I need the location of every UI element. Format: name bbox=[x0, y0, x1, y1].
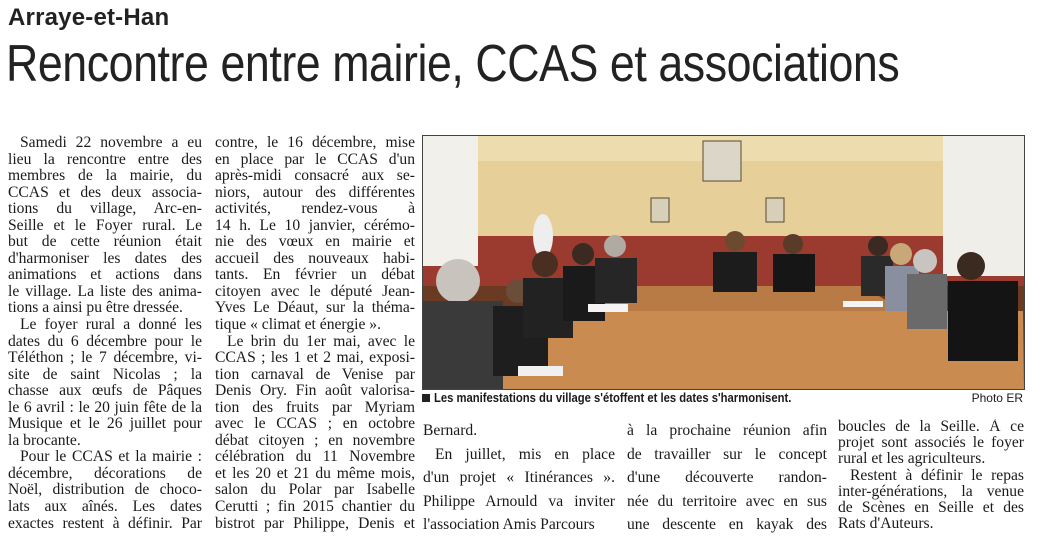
text-line: CCAS et des deux associa- bbox=[8, 184, 202, 201]
text-line: nie des vœux en mairie et bbox=[215, 234, 415, 251]
text-line: Philippe Arnould va inviter bbox=[423, 492, 615, 510]
text-line: et les 20 et 21 du même mois, bbox=[215, 465, 415, 482]
text-line: célébration du 11 Novembre bbox=[215, 449, 415, 466]
text-line: Le foyer rural a donné les bbox=[20, 317, 202, 334]
text-line: après-midi consacré aux se- bbox=[215, 168, 415, 185]
paragraph bbox=[8, 135, 202, 317]
text-line: En juillet, mis en place bbox=[435, 445, 615, 463]
text-line: en place par le CCAS d'un bbox=[215, 151, 415, 168]
text-line: Noël, distribution de choco- bbox=[8, 482, 202, 499]
text-line: inter-générations, la venue bbox=[838, 483, 1024, 500]
text-line: une descente en kayak des bbox=[627, 516, 827, 533]
text-line: tions a ainsi pu être dressée. bbox=[8, 300, 183, 317]
text-line: Rats d'Auteurs. bbox=[838, 516, 934, 533]
text-line: salon du Polar par Isabelle bbox=[215, 482, 415, 499]
text-line: dates du 6 décembre pour le bbox=[8, 333, 202, 350]
article-kicker: Arraye-et-Han bbox=[8, 4, 170, 31]
paragraph bbox=[838, 419, 1024, 468]
paragraph bbox=[215, 135, 415, 334]
text-line: la brocante. bbox=[8, 432, 81, 449]
text-line: activités, rendez-vous à bbox=[215, 201, 415, 218]
text-line: de Scènes en Seille et des bbox=[838, 500, 1024, 517]
text-line: 14 h. Le 10 janvier, cérémo- bbox=[215, 217, 415, 234]
text-line: née du territoire avec en sus bbox=[627, 492, 827, 510]
text-line: d'un projet « Itinérances ». bbox=[423, 469, 615, 486]
text-line: décembre, décorations de bbox=[8, 465, 202, 482]
text-line: accueil des nouveaux habi- bbox=[215, 250, 415, 267]
text-line: tique « climat et énergie ». bbox=[215, 317, 381, 334]
caption-text: Les manifestations du village s'étoffent et les dates s'harmonisent. bbox=[434, 391, 792, 405]
article-photo bbox=[422, 135, 1025, 390]
photo-caption bbox=[422, 391, 1023, 405]
text-line: tions du village, Arc-en- bbox=[8, 201, 202, 218]
text-line: contre, le 16 décembre, mise bbox=[215, 135, 415, 151]
paragraph bbox=[423, 443, 615, 537]
text-line: chasse aux œufs de Pâques bbox=[8, 383, 202, 400]
text-line: site de saint Nicolas ; la bbox=[8, 366, 202, 383]
text-line: boucles de la Seille. À ce bbox=[838, 419, 1024, 435]
article-headline: Rencontre entre mairie, CCAS et associations bbox=[6, 35, 900, 93]
text-line: rural et les agriculteurs. bbox=[838, 451, 986, 468]
text-line: lats aux aînés. Les dates bbox=[8, 499, 202, 516]
paragraph bbox=[8, 317, 202, 449]
meeting-room-photo bbox=[423, 136, 1024, 389]
text-line: tion des fruits par Myriam bbox=[215, 399, 415, 416]
text-line: à la prochaine réunion afin bbox=[627, 422, 827, 439]
text-line: CCAS ; les 1 et 2 mai, exposi- bbox=[215, 350, 415, 367]
text-line: de travailler sur le concept bbox=[627, 445, 827, 463]
text-line: le 6 avril : le 20 juin fête de la bbox=[8, 399, 202, 416]
paragraph bbox=[627, 419, 827, 537]
text-column-4 bbox=[627, 419, 827, 537]
text-line: Bernard. bbox=[423, 422, 478, 439]
text-line: Téléthon ; le 7 décembre, vi- bbox=[8, 350, 202, 367]
text-line: tion carnaval de Venise par bbox=[215, 366, 415, 383]
text-line: Yves Le Déaut, sur la théma- bbox=[215, 300, 415, 317]
text-line: but de cette réunion était bbox=[8, 234, 202, 251]
text-column-2 bbox=[215, 135, 415, 532]
text-line: exactes restent à définir. Par bbox=[8, 515, 202, 532]
text-line: d'une découverte randon- bbox=[627, 469, 827, 486]
text-line: avec le CCAS ; en octobre bbox=[215, 416, 415, 433]
text-column-1 bbox=[8, 135, 202, 532]
photo-credit: Photo ER bbox=[971, 391, 1023, 405]
caption-bullet-icon bbox=[422, 394, 430, 402]
text-line: bistrot par Philippe, Denis et bbox=[215, 515, 415, 532]
text-line: Seille et le Foyer rural. Le bbox=[8, 217, 202, 234]
text-line: niors, autour des différentes bbox=[215, 184, 415, 201]
text-line: Le brin du 1er mai, avec le bbox=[227, 333, 415, 350]
text-line: Denis Ory. Fin août valorisa- bbox=[215, 383, 415, 400]
text-line: animations et actions dans bbox=[8, 267, 202, 284]
text-line: tants. En février un débat bbox=[215, 267, 415, 284]
text-line: Cerutti ; fin 2015 chantier du bbox=[215, 499, 415, 516]
text-line: membres de la mairie, du bbox=[8, 168, 202, 185]
text-column-3 bbox=[423, 419, 615, 537]
text-line: Samedi 22 novembre a eu bbox=[20, 135, 202, 151]
paragraph bbox=[838, 468, 1024, 533]
text-line: débat citoyen ; en novembre bbox=[215, 432, 415, 449]
text-line: Pour le CCAS et la mairie : bbox=[20, 449, 202, 466]
text-line: projet sont associés le foyer bbox=[838, 435, 1024, 452]
text-line: Restent à définir le repas bbox=[850, 467, 1024, 484]
text-line: le village. La liste des anima- bbox=[8, 283, 202, 300]
text-line: d'harmoniser les dates des bbox=[8, 250, 202, 267]
text-line: citoyen avec le député Jean- bbox=[215, 283, 415, 300]
text-line: l'association Amis Parcours bbox=[423, 516, 595, 533]
paragraph bbox=[215, 334, 415, 533]
text-column-5 bbox=[838, 419, 1024, 532]
text-line: Musique et le 26 juillet pour bbox=[8, 416, 202, 433]
paragraph bbox=[423, 419, 615, 443]
text-line: lieu la rencontre entre des bbox=[8, 151, 202, 168]
